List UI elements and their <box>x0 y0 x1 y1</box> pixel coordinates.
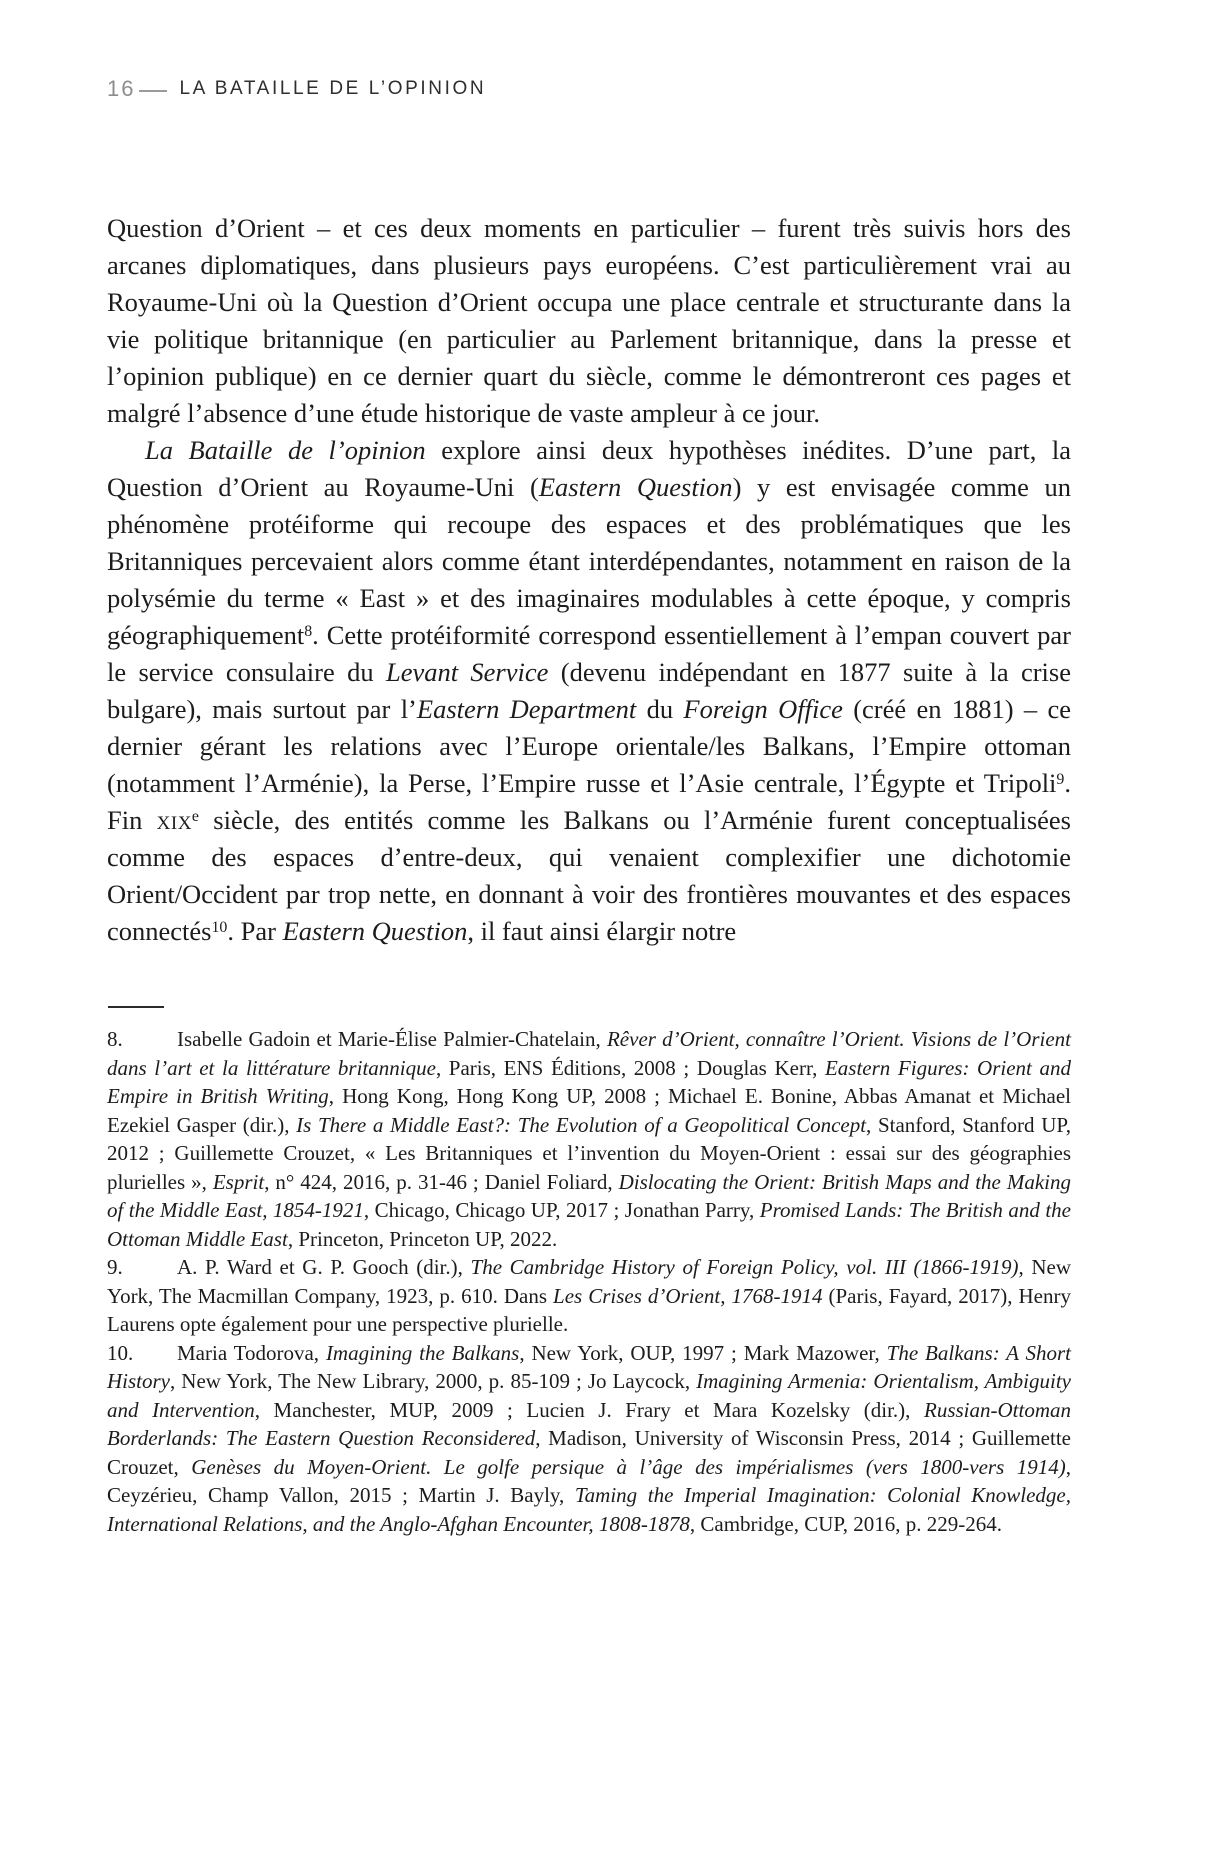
page-number: 16 <box>107 76 136 101</box>
text-run: , Princeton, Princeton UP, 2022. <box>287 1226 558 1251</box>
italic-text: Imagining Armenia: Orientalism, Ambiguity and Intervention <box>107 1369 1071 1422</box>
text-run: Maria Todorova, <box>177 1340 326 1365</box>
italic-text: Eastern Figures: Orient and Empire in British Writing <box>107 1055 1071 1108</box>
text-run: , Paris, ENS Éditions, 2008 ; Douglas Kerr, <box>435 1055 825 1080</box>
body-paragraph <box>107 432 1071 950</box>
italic-text: The Balkans: A Short History <box>107 1340 1072 1393</box>
text-run: , Manchester, MUP, 2009 ; Lucien J. Frary et Mara Kozelsky (dir.), <box>254 1397 924 1422</box>
italic-text: Eastern Question <box>282 916 468 946</box>
text-run: A. P. Ward et G. P. Gooch (dir.), <box>177 1255 471 1279</box>
footnote <box>107 1025 1071 1253</box>
footnote-number: 9. <box>107 1255 123 1279</box>
italic-text: Foreign Office <box>683 694 843 724</box>
text-run: . Par <box>227 916 283 946</box>
text-run: ) y est envisagée comme un phénomène protéiforme qui recoupe des espaces et des problématiques que les Britanniques percevaient alors comme étant interdépendantes, notamment en raison de la polysémie du terme « East » et des imaginaires modulables à cette époque, y compris géographiquement <box>107 472 1072 650</box>
text-run: explore ainsi deux hypothèses inédites. D’une part, la Question d’Orient au Royaume-Uni ( <box>107 435 1072 502</box>
text-run: , Ceyzérieu, Champ Vallon, 2015 ; Martin J. Bayly, <box>107 1454 1071 1507</box>
text-run: , il faut ainsi élargir notre <box>467 916 737 946</box>
italic-text: Levant Service <box>385 657 549 687</box>
text-run: , Hong Kong, Hong Kong UP, 2008 ; Michael E. Bonine, Abbas Amanat et Michael Ezekiel Gasper (dir.), <box>107 1084 1071 1137</box>
text-run: du <box>636 694 684 724</box>
text-run: , New York, The New Library, 2000, p. 85-109 ; Jo Laycock, <box>170 1369 697 1393</box>
italic-text: Promised Lands: The British and the Ottoman Middle East <box>107 1198 1071 1251</box>
text-run: (devenu indépendant en 1877 suite à la crise bulgare), mais surtout par l’ <box>107 657 1071 724</box>
text-run: , Chicago, Chicago UP, 2017 ; Jonathan Parry, <box>363 1198 760 1222</box>
footnotes <box>107 1025 1071 1538</box>
text-run: , n° 424, 2016, p. 31-46 ; Daniel Foliard, <box>264 1169 619 1194</box>
footnote-number: 8. <box>107 1027 123 1051</box>
header-dash-icon <box>139 90 167 92</box>
text-run: (créé en 1881) – ce dernier gérant les relations avec l’Europe orientale/les Balkans, l’Empire ottoman (notamment l’Arménie), la Perse, l’Empire russe et l’Asie centrale, l’Égypte et Tripoli <box>107 694 1072 798</box>
small-caps-text: xix <box>156 805 192 835</box>
italic-text: The Cambridge History of Foreign Policy, vol. III (1866-1919) <box>470 1255 1019 1279</box>
italic-text: Genèses du Moyen-Orient. Le golfe persique à l’âge des impérialismes (vers 1800-vers 1914) <box>191 1454 1066 1479</box>
body-text <box>107 210 1071 950</box>
italic-text: Is There a Middle East?: The Evolution of a Geopolitical Concept <box>296 1112 867 1137</box>
footnote <box>107 1339 1071 1539</box>
footnote-marker: e <box>191 808 199 826</box>
italic-text: La Bataille de l’opinion <box>145 435 426 465</box>
page-header <box>107 76 1071 102</box>
footnote <box>107 1253 1071 1339</box>
running-title: LA BATAILLE DE L’OPINION <box>179 78 487 99</box>
text-run: . Fin <box>107 768 1071 835</box>
text-run: Isabelle Gadoin et Marie-Élise Palmier-Chatelain, <box>177 1027 607 1051</box>
italic-text: Les Crises d’Orient, 1768-1914 <box>553 1283 823 1308</box>
italic-text: Eastern Question <box>538 472 733 502</box>
footnote-separator <box>108 1006 164 1008</box>
body-paragraph <box>107 210 1071 432</box>
italic-text: Esprit <box>212 1169 265 1194</box>
text-run: Question d’Orient – et ces deux moments en particulier – furent très suivis hors des arcanes diplomatiques, dans plusieurs pays européens. C’est particulièrement vrai au Royaume-Uni où la Question d’Orient occupa une place centrale et structurante dans la vie politique britannique (en particulier au Parlement britannique, dans la presse et l’opinion publique) en ce dernier quart du siècle, comme le démontreront ces pages et malgré l’absence d’une étude historique de vaste ampleur à ce jour. <box>107 213 1071 428</box>
italic-text: Eastern Department <box>416 694 637 724</box>
italic-text: Russian-Ottoman Borderlands: The Eastern Question Reconsidered <box>107 1397 1071 1450</box>
footnote-marker: 9 <box>1056 771 1065 789</box>
text-run: siècle, des entités comme les Balkans ou l’Arménie furent conceptualisées comme des espaces d’entre-deux, qui venaient complexifier une dichotomie Orient/Occident par trop nette, en donnant à voir des frontières mouvantes et des espaces connectés <box>107 805 1071 946</box>
text-run: . Cette protéiformité correspond essentiellement à l’empan couvert par le service consulaire du <box>107 620 1071 687</box>
italic-text: Imagining the Balkans <box>325 1340 520 1365</box>
text-run: , New York, The Macmillan Company, 1923, p. 610. Dans <box>107 1255 1071 1308</box>
footnote-marker: 8 <box>304 623 313 641</box>
footnote-marker: 10 <box>211 919 228 937</box>
text-run: , Stanford, Stanford UP, 2012 ; Guillemette Crouzet, « Les Britanniques et l’invention du Moyen-Orient : essai sur des géographies plurielles », <box>107 1112 1071 1194</box>
text-run: , Madison, University of Wisconsin Press, 2014 ; Guillemette Crouzet, <box>107 1426 1071 1479</box>
italic-text: Taming the Imperial Imagination: Colonial Knowledge, International Relations, and the Anglo-Afghan Encounter, 1808-1878 <box>107 1483 1071 1536</box>
italic-text: Dislocating the Orient: British Maps and the Making of the Middle East, 1854-1921 <box>107 1169 1071 1222</box>
footnote-number: 10. <box>107 1340 134 1365</box>
text-run: (Paris, Fayard, 2017), Henry Laurens opte également pour une perspective plurielle. <box>107 1283 1071 1336</box>
text-run: , New York, OUP, 1997 ; Mark Mazower, <box>519 1340 887 1365</box>
italic-text: Rêver d’Orient, connaître l’Orient. Visions de l’Orient dans l’art et la littérature britannique <box>107 1027 1072 1080</box>
text-run: , Cambridge, CUP, 2016, p. 229-264. <box>689 1511 1002 1536</box>
